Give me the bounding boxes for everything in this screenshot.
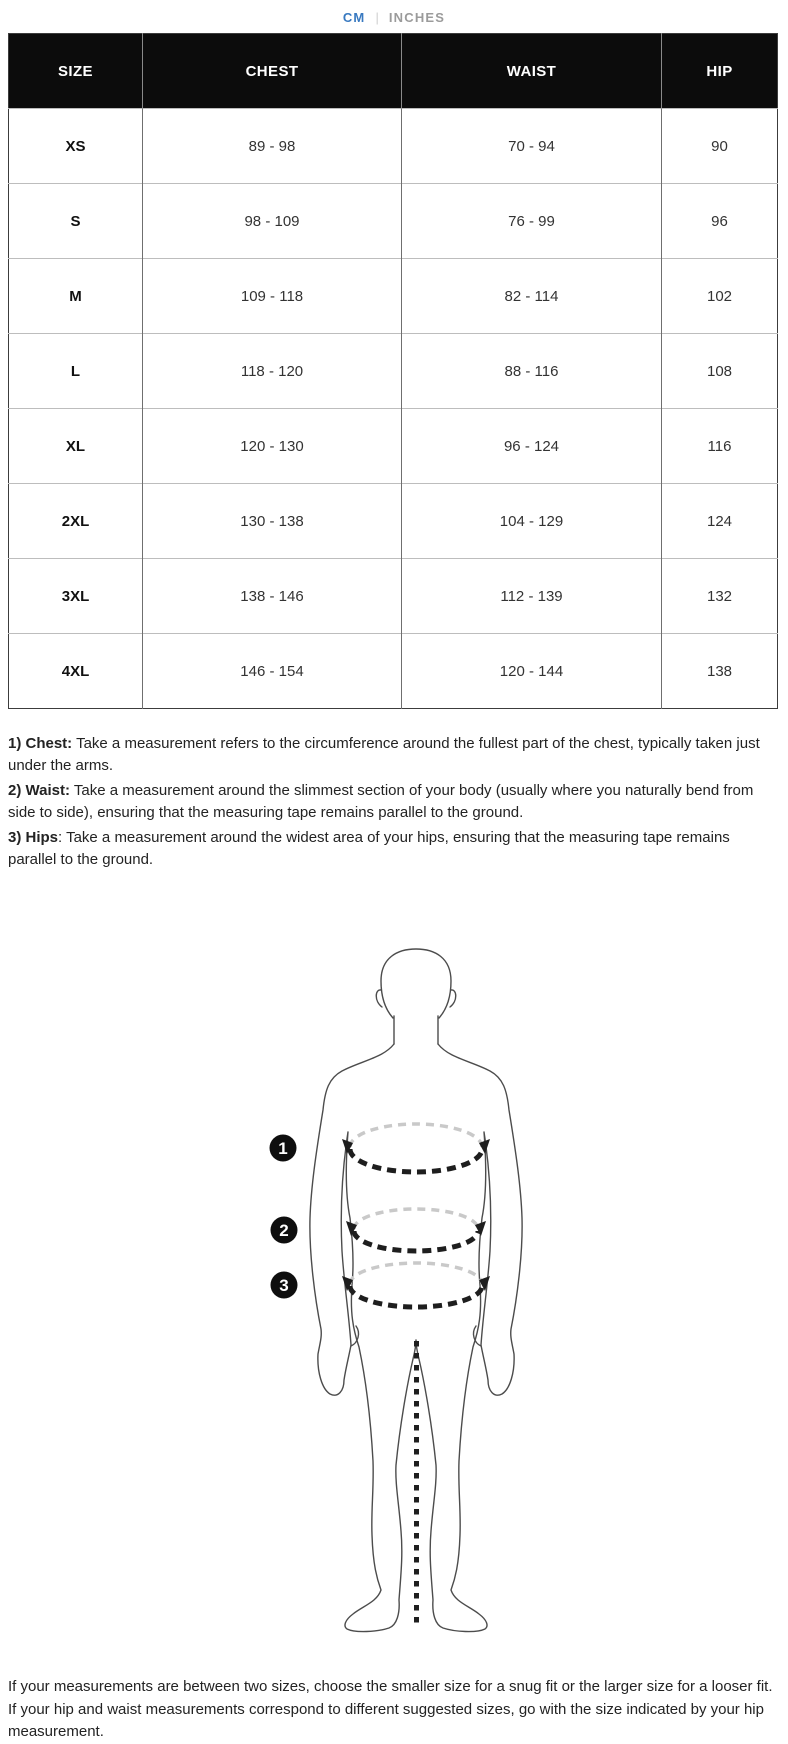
- chest-measure-line: [342, 1124, 490, 1172]
- table-row: [9, 334, 778, 409]
- value-cell: 146 - 154: [143, 634, 402, 709]
- waist-measure-line: [346, 1209, 486, 1251]
- value-cell: 108: [662, 334, 778, 409]
- value-cell: 116: [662, 409, 778, 484]
- body-figure-illustration: [230, 913, 570, 1658]
- measurement-instructions: [8, 733, 780, 871]
- tab-separator: |: [375, 10, 379, 25]
- marker-1-number: 1: [278, 1139, 288, 1158]
- size-cell: L: [9, 334, 143, 409]
- marker-2-number: 2: [279, 1221, 289, 1240]
- torso-arms-legs-outline: [310, 1044, 522, 1632]
- value-cell: 102: [662, 259, 778, 334]
- value-cell: 138: [662, 634, 778, 709]
- value-cell: 118 - 120: [143, 334, 402, 409]
- size-chart-table: [8, 33, 778, 709]
- column-header: HIP: [662, 34, 778, 109]
- value-cell: 109 - 118: [143, 259, 402, 334]
- value-cell: 76 - 99: [402, 184, 662, 259]
- table-row: [9, 184, 778, 259]
- unit-toggle: [0, 0, 788, 25]
- table-row: [9, 259, 778, 334]
- value-cell: 96 - 124: [402, 409, 662, 484]
- table-header-row: [9, 34, 778, 109]
- measurement-note: [8, 733, 780, 777]
- column-header: CHEST: [143, 34, 402, 109]
- value-cell: 120 - 130: [143, 409, 402, 484]
- size-cell: XL: [9, 409, 143, 484]
- neck-lines: [394, 1016, 438, 1044]
- table-row: [9, 634, 778, 709]
- table-row: [9, 109, 778, 184]
- measurement-note-text: Take a measurement refers to the circumference around the fullest part of the chest, typically taken just under the arms.: [8, 735, 760, 774]
- size-cell: 3XL: [9, 559, 143, 634]
- value-cell: 82 - 114: [402, 259, 662, 334]
- value-cell: 90: [662, 109, 778, 184]
- size-cell: S: [9, 184, 143, 259]
- hip-measure-line: [342, 1263, 490, 1307]
- size-cell: XS: [9, 109, 143, 184]
- measurement-note: [8, 827, 780, 871]
- value-cell: 70 - 94: [402, 109, 662, 184]
- size-cell: 2XL: [9, 484, 143, 559]
- value-cell: 96: [662, 184, 778, 259]
- tab-inches[interactable]: INCHES: [388, 10, 446, 25]
- fit-advice-note: If your measurements are between two sizes, choose the smaller size for a snug fit or the larger size for a looser fit. If your hip and waist measurements correspond to different suggested sizes, go with the size indicated by your hip measurement.: [8, 1678, 773, 1740]
- value-cell: 89 - 98: [143, 109, 402, 184]
- table-row: [9, 484, 778, 559]
- value-cell: 112 - 139: [402, 559, 662, 634]
- body-measurement-diagram: [230, 913, 570, 1658]
- column-header: WAIST: [402, 34, 662, 109]
- table-row: [9, 409, 778, 484]
- marker-3-number: 3: [279, 1276, 289, 1295]
- measurement-note-label: 3) Hips: [8, 829, 59, 846]
- value-cell: 130 - 138: [143, 484, 402, 559]
- measurement-note-text: Take a measurement around the slimmest section of your body (usually where you naturally bend from side to side), ensuring that the measuring tape remains parallel to the ground.: [8, 782, 754, 821]
- tab-cm[interactable]: CM: [342, 10, 366, 25]
- size-cell: 4XL: [9, 634, 143, 709]
- size-cell: M: [9, 259, 143, 334]
- value-cell: 124: [662, 484, 778, 559]
- value-cell: 88 - 116: [402, 334, 662, 409]
- measurement-note: [8, 780, 780, 824]
- value-cell: 98 - 109: [143, 184, 402, 259]
- value-cell: 132: [662, 559, 778, 634]
- measurement-note-text: : Take a measurement around the widest area of your hips, ensuring that the measuring tape remains parallel to the ground.: [8, 829, 730, 868]
- head-outline: [381, 949, 451, 1018]
- column-header: SIZE: [9, 34, 143, 109]
- table-row: [9, 559, 778, 634]
- value-cell: 120 - 144: [402, 634, 662, 709]
- value-cell: 138 - 146: [143, 559, 402, 634]
- value-cell: 104 - 129: [402, 484, 662, 559]
- body-outline: [310, 949, 522, 1632]
- measurement-note-label: 2) Waist:: [8, 782, 70, 799]
- measurement-note-label: 1) Chest:: [8, 735, 73, 752]
